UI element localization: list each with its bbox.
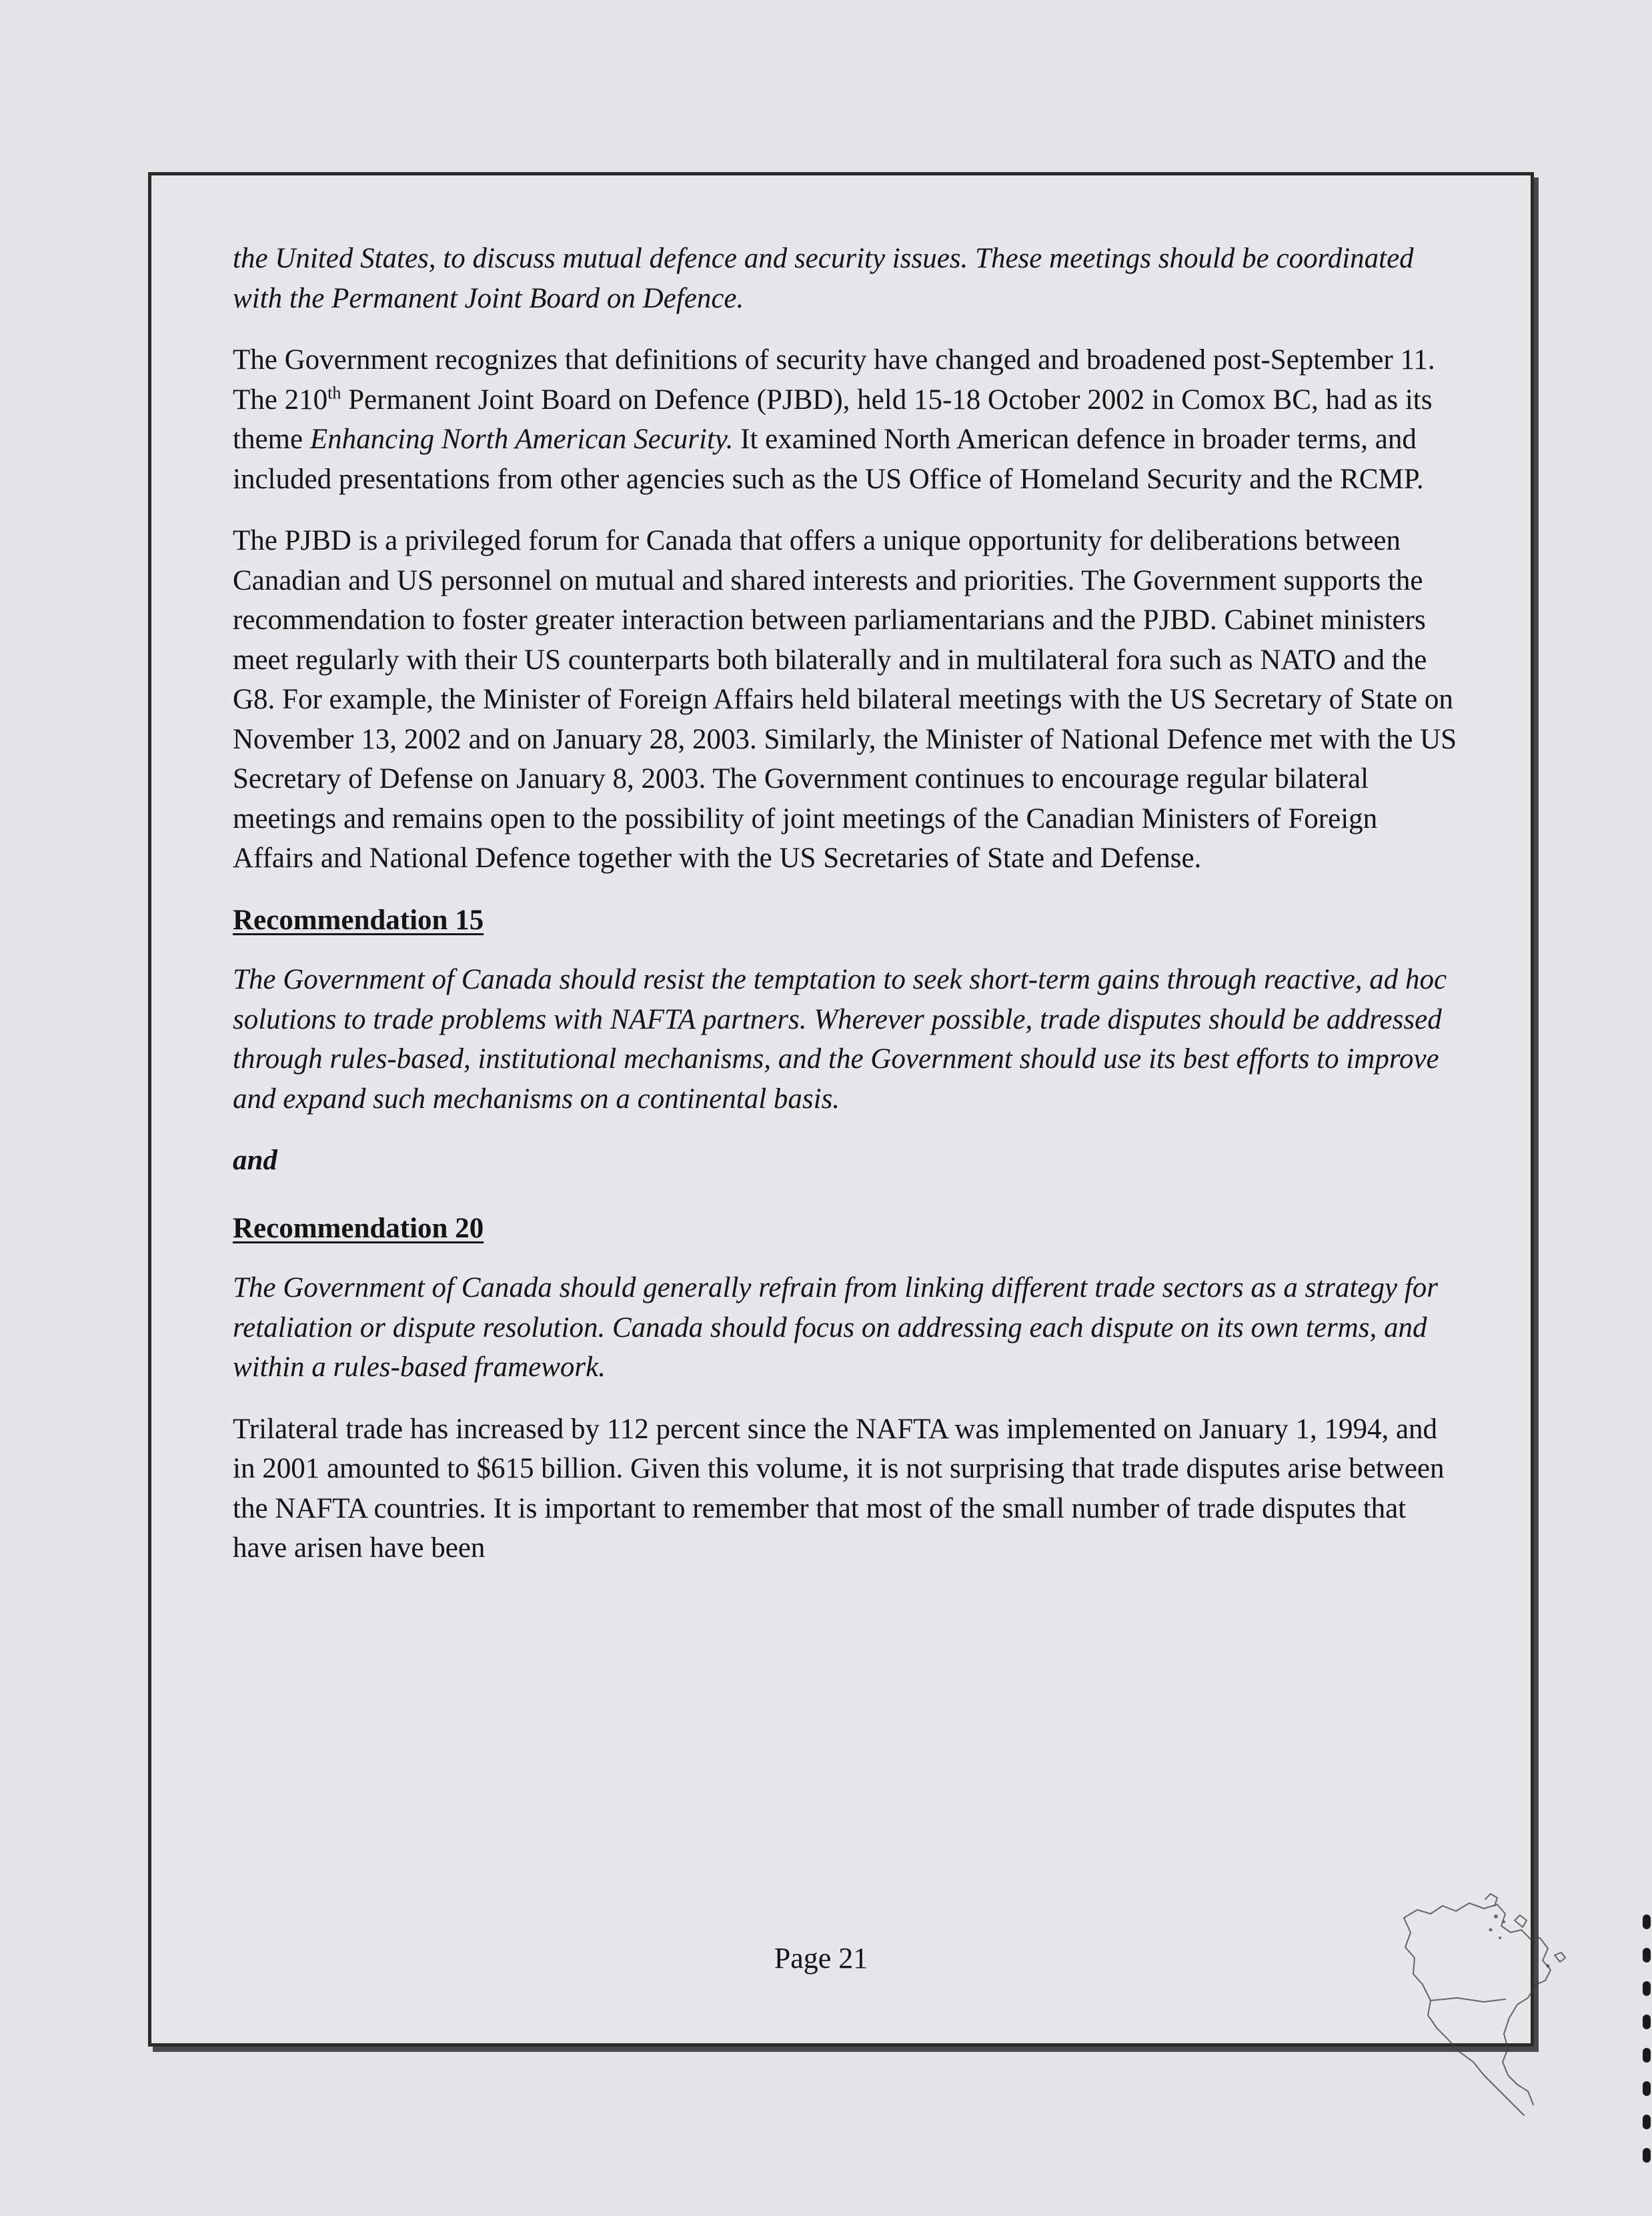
conjunction-and: and	[233, 1145, 277, 1176]
binding-hole	[1643, 1948, 1651, 1963]
binding-hole	[1643, 1981, 1651, 1996]
pjbd-intro-text-2: Permanent Joint Board on Defence (PJBD), held 15-18 October 2002 in Comox BC, had as its theme	[233, 384, 1433, 455]
pjbd-forum-paragraph: The PJBD is a privileged forum for Canada that offers a unique opportunity for deliberations between Canadian and US personnel on mutual and shared interests and priorities. The Government supports the recommendation to foster greater interaction between parliamentarians and the PJBD. Cabinet ministers meet regularly with their US counterparts both bilaterally and in multilateral fora such as NATO and the G8. For example, the Minister of Foreign Affairs held bilateral meetings with the US Secretary of State on November 13, 2002 and on January 28, 2003. Similarly, the Minister of National Defence met with the US Secretary of Defense on January 8, 2003. The Government continues to encourage regular bilateral meetings and remains open to the possibility of joint meetings of the Canadian Ministers of Foreign Affairs and National Defence together with the US Secretaries of State and Defense.	[233, 525, 1457, 874]
pjbd-intro-text-3: It examined North American defence in broader terms, and included presentations from other agencies such as the US Office of Homeland Security and the RCMP.	[233, 424, 1424, 495]
binding-holes	[1643, 1914, 1652, 2195]
page-number: Page 21	[774, 1942, 868, 1975]
pjbd-intro-text-1: The Government recognizes that definitions of security have changed and broadened post-September 11. The 210	[233, 344, 1435, 416]
recommendation-20-heading: Recommendation 20	[233, 1212, 484, 1244]
pjbd-intro-paragraph	[233, 340, 1460, 499]
north-america-map-outline-icon	[1391, 1891, 1617, 2131]
binding-hole	[1643, 2081, 1651, 2096]
binding-hole	[1643, 2148, 1651, 2163]
page-footer	[151, 1941, 1531, 1975]
recommendation-15-heading: Recommendation 15	[233, 904, 484, 936]
pjbd-theme-title: Enhancing North American Security.	[309, 424, 734, 455]
ordinal-superscript: th	[327, 383, 341, 403]
binding-hole	[1643, 2048, 1651, 2063]
binding-hole	[1643, 2115, 1651, 2129]
binding-hole	[1643, 1914, 1651, 1929]
continued-paragraph: the United States, to discuss mutual defence and security issues. These meetings should be coordinated with the Permanent Joint Board on Defence.	[233, 243, 1414, 314]
page-frame	[148, 172, 1534, 2047]
recommendation-20-text: The Government of Canada should generally refrain from linking different trade sectors as a strategy for retaliation or dispute resolution. Canada should focus on addressing each dispute on its own terms, and within a rules-based framework.	[233, 1272, 1439, 1383]
trade-paragraph: Trilateral trade has increased by 112 percent since the NAFTA was implemented on January 1, 1994, and in 2001 amounted to $615 billion. Given this volume, it is not surprising that trade disputes arise between the NAFTA countries. It is important to remember that most of the small number of trade disputes that have arisen have been	[233, 1413, 1445, 1564]
document-body	[233, 239, 1460, 1590]
recommendation-15-text: The Government of Canada should resist the temptation to seek short-term gains through reactive, ad hoc solutions to trade problems with NAFTA partners. Wherever possible, trade disputes should be addressed through rules-based, institutional mechanisms, and the Government should use its best efforts to improve and expand such mechanisms on a continental basis.	[233, 964, 1447, 1115]
binding-hole	[1643, 2015, 1651, 2029]
